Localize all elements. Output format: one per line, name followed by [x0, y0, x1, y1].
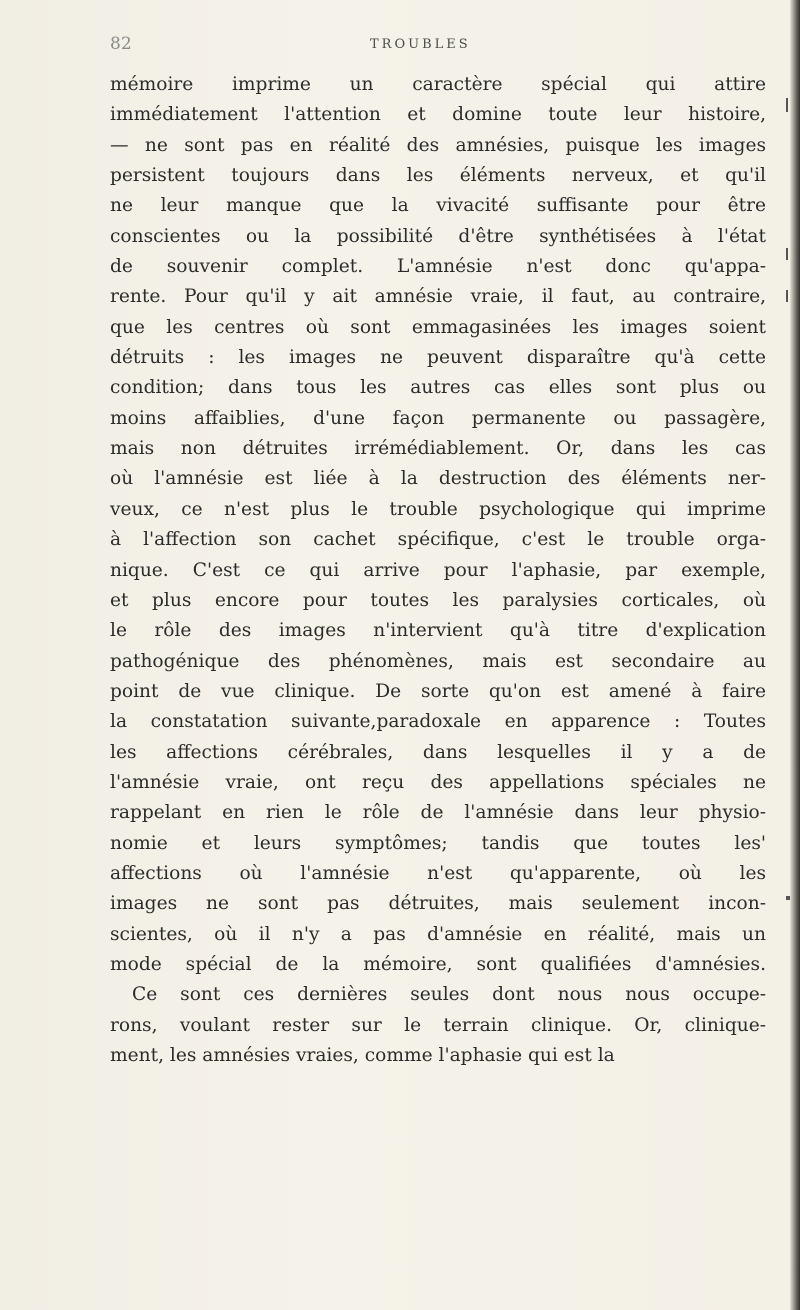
- page-header: [110, 34, 760, 60]
- text-line: conscientes ou la possibilité d'être synthétisées à l'état: [110, 225, 766, 247]
- text-line: immédiatement l'attention et domine toute leur histoire,: [110, 104, 766, 126]
- text-line: mode spécial de la mémoire, sont qualifiées d'amnésies.: [110, 953, 766, 975]
- text-line: mais non détruites irrémédiablement. Or, dans les cas: [110, 438, 766, 460]
- text-line: moins affaiblies, d'une façon permanente ou passagère,: [110, 407, 766, 429]
- page-number: 82: [110, 34, 132, 54]
- text-line: persistent toujours dans les éléments nerveux, et qu'il: [110, 165, 766, 187]
- text-line: de souvenir complet. L'amnésie n'est donc qu'appa-: [110, 256, 766, 278]
- text-line: scientes, où il n'y a pas d'amnésie en réalité, mais un: [110, 923, 766, 945]
- edge-mark: [786, 290, 788, 302]
- text-line: veux, ce n'est plus le trouble psychologique qui imprime: [110, 498, 766, 520]
- text-line: où l'amnésie est liée à la destruction des éléments ner-: [110, 468, 766, 490]
- text-line: — ne sont pas en réalité des amnésies, puisque les images: [110, 134, 766, 156]
- text-line: ne leur manque que la vivacité suffisante pour être: [110, 195, 766, 217]
- text-line: affections où l'amnésie n'est qu'apparente, où les: [110, 862, 766, 884]
- text-line: ment, les amnésies vraies, comme l'aphasie qui est la: [110, 1045, 615, 1066]
- text-line: détruits : les images ne peuvent disparaître qu'à cette: [110, 347, 766, 369]
- text-line: pathogénique des phénomènes, mais est secondaire au: [110, 650, 766, 672]
- text-line: rons, voulant rester sur le terrain clinique. Or, clinique-: [110, 1014, 766, 1036]
- text-line: que les centres où sont emmagasinées les images soient: [110, 316, 766, 338]
- edge-mark: [786, 98, 788, 112]
- text-line: Ce sont ces dernières seules dont nous nous occupe-: [132, 984, 766, 1006]
- text-line: rappelant en rien le rôle de l'amnésie dans leur physio-: [110, 802, 766, 824]
- page-edge-shadow: [790, 0, 800, 1310]
- text-line: condition; dans tous les autres cas elles sont plus ou: [110, 377, 766, 399]
- text-line: nomie et leurs symptômes; tandis que toutes les': [110, 832, 766, 854]
- text-line: l'amnésie vraie, ont reçu des appellations spéciales ne: [110, 771, 766, 793]
- text-line: point de vue clinique. De sorte qu'on est amené à faire: [110, 680, 766, 702]
- text-line: le rôle des images n'intervient qu'à titre d'explication: [110, 620, 766, 642]
- text-line: à l'affection son cachet spécifique, c'est le trouble orga-: [110, 529, 766, 551]
- text-line: nique. C'est ce qui arrive pour l'aphasie, par exemple,: [110, 559, 766, 581]
- text-line: rente. Pour qu'il y ait amnésie vraie, il faut, au contraire,: [110, 286, 766, 308]
- text-line: et plus encore pour toutes les paralysies corticales, où: [110, 589, 766, 611]
- body-text: [110, 70, 766, 1071]
- text-line: la constatation suivante,paradoxale en apparence : Toutes: [110, 711, 766, 733]
- running-head: TROUBLES: [370, 37, 471, 52]
- edge-mark: [786, 248, 788, 260]
- text-line: mémoire imprime un caractère spécial qui attire: [110, 74, 766, 95]
- text-line: images ne sont pas détruites, mais seulement incon-: [110, 893, 766, 915]
- text-line: les affections cérébrales, dans lesquelles il y a de: [110, 741, 766, 763]
- edge-mark: [786, 896, 790, 900]
